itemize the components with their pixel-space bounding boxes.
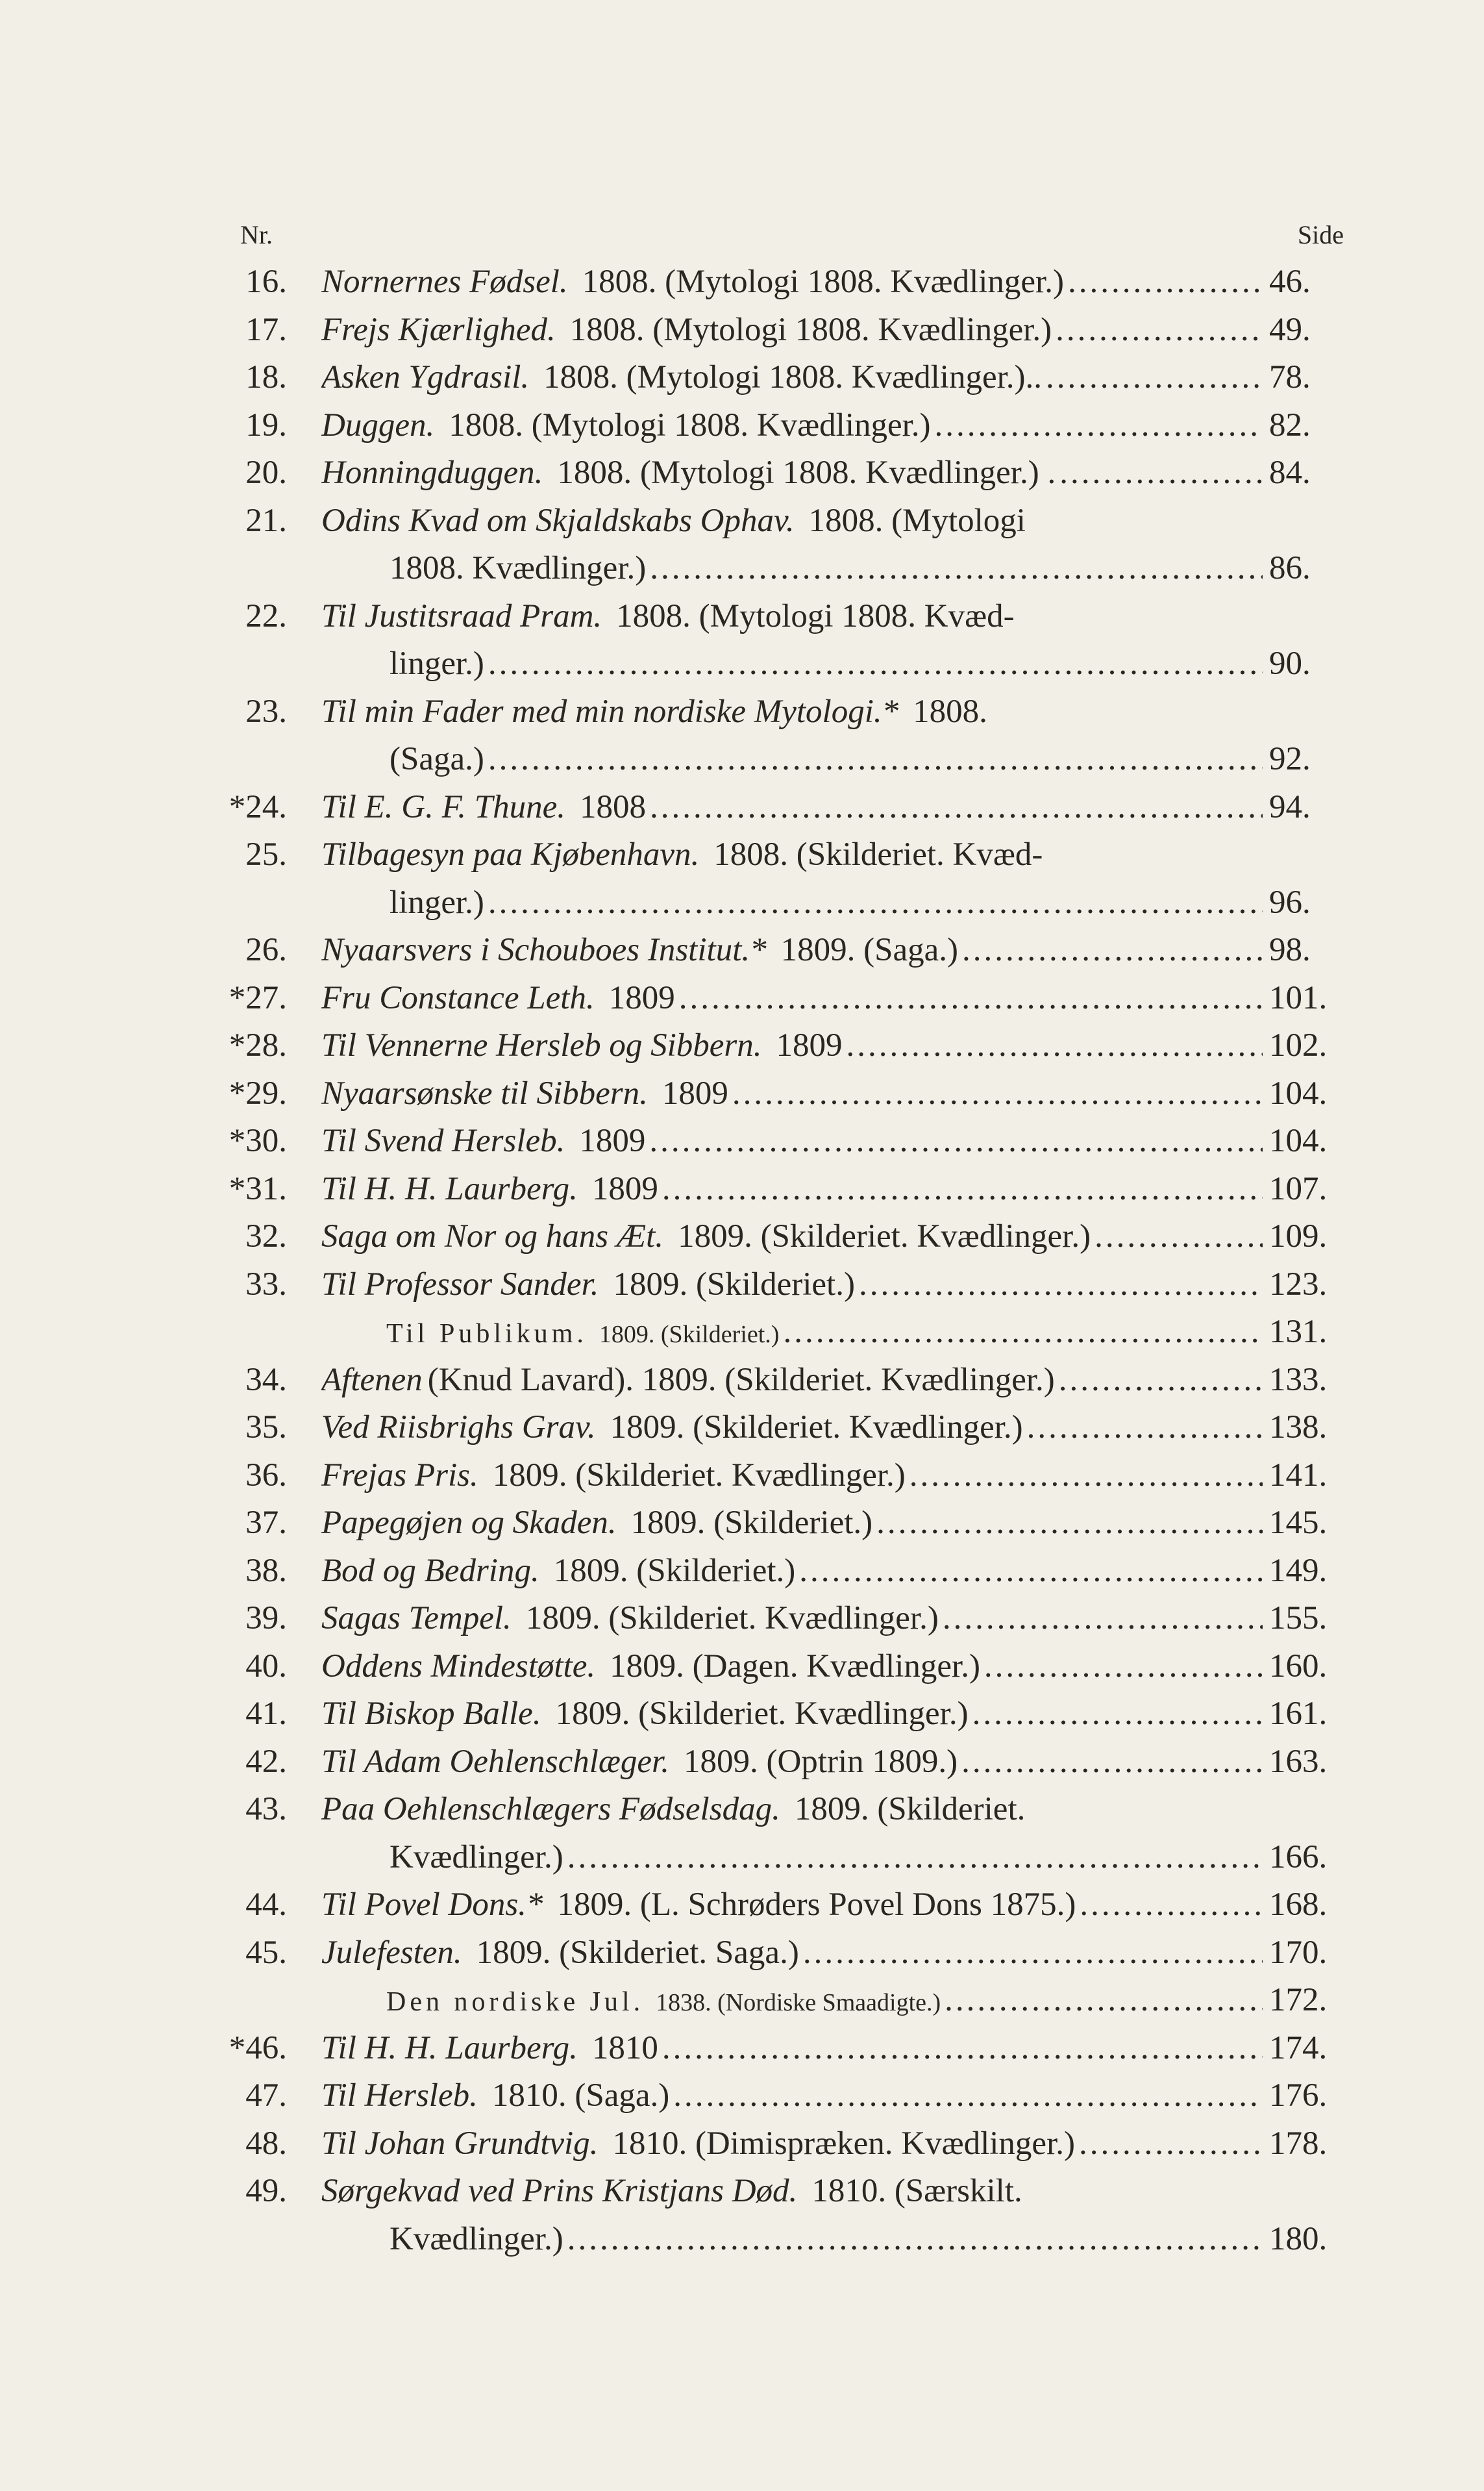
entry-number: 41. <box>245 1696 287 1732</box>
leader-dots <box>484 736 1263 784</box>
entry-text <box>321 784 1263 832</box>
entry-text <box>321 2025 1263 2073</box>
entry-text <box>321 497 1263 545</box>
entry-number: *27. <box>229 979 287 1016</box>
entry-number: 16. <box>245 264 287 300</box>
toc-entry <box>0 1166 1484 1214</box>
toc-entry <box>0 1929 1484 1977</box>
leader-dots <box>1076 1881 1263 1929</box>
entry-info: 1809. (Skilderiet.) <box>613 1266 855 1303</box>
leader-dots <box>958 927 1263 975</box>
page-number: 170. <box>1269 1934 1328 1971</box>
nr-label: Nr. <box>240 220 273 249</box>
toc-entry <box>0 1357 1484 1405</box>
entry-number: *29. <box>229 1075 287 1112</box>
entry-text <box>321 1022 1263 1070</box>
entry-title: Oddens Mindestøtte. <box>321 1647 596 1684</box>
page-number: 141. <box>1269 1457 1328 1494</box>
entry-number: 43. <box>245 1791 287 1827</box>
entry-info: 1809. (Skilderiet.) <box>630 1505 873 1541</box>
entry-text <box>321 2120 1263 2168</box>
toc-entry <box>0 2120 1484 2168</box>
entry-info: 1808 <box>579 788 646 825</box>
entry-text <box>321 1547 1263 1596</box>
entry-info: 1809. (Skilderiet. <box>794 1791 1026 1827</box>
entry-info: 1809. (Dagen. Kvædlinger.) <box>610 1647 980 1684</box>
entry-title: Frejs Kjærlighed. <box>321 311 556 348</box>
entry-text <box>386 1977 1263 2027</box>
entry-info: 1809. (Saga.) <box>780 932 958 968</box>
entry-title: Sagas Tempel. <box>321 1600 512 1636</box>
entry-info: 1808. (Mytologi 1808. Kvædlinger.) . <box>557 455 1056 491</box>
entry-info: 1808. (Mytologi 1808. Kvædlinger.) <box>582 264 1064 300</box>
page-number: 149. <box>1269 1552 1328 1589</box>
entry-title: Tilbagesyn paa Kjøbenhavn. <box>321 836 700 873</box>
entry-text <box>321 1452 1263 1500</box>
entry-info: 1809 <box>776 1027 843 1064</box>
leader-dots <box>675 975 1263 1023</box>
entry-title: Duggen. <box>321 407 435 444</box>
toc-continuation-line <box>0 1834 1484 1882</box>
toc-entry <box>0 1213 1484 1261</box>
toc-entry <box>0 497 1484 545</box>
entry-title: Til Professor Sander. <box>321 1266 599 1303</box>
entry-text <box>321 1738 1263 1786</box>
entry-text <box>321 1643 1263 1691</box>
toc-entry <box>0 975 1484 1023</box>
leader-dots <box>563 2216 1263 2264</box>
entry-info: 1810 <box>591 2029 658 2066</box>
entry-title: Odins Kvad om Skjaldskabs Ophav. <box>321 502 795 539</box>
entry-text <box>321 1118 1263 1166</box>
entry-title: Til Publikum. <box>386 1319 587 1349</box>
entry-number: 38. <box>245 1552 287 1589</box>
entry-title: Nornernes Fødsel. <box>321 264 568 300</box>
page-number: 145. <box>1269 1505 1328 1541</box>
entry-text <box>390 2216 1263 2264</box>
page-number: 82. <box>1269 407 1311 444</box>
entry-title: Julefesten. <box>321 1934 462 1971</box>
entry-title: Bod og Bedring. <box>321 1552 539 1589</box>
toc-continuation-line <box>0 2216 1484 2264</box>
leader-dots <box>645 1118 1263 1166</box>
toc-continuation-line <box>0 736 1484 784</box>
toc-entry <box>0 1547 1484 1596</box>
entry-text <box>321 1070 1263 1118</box>
entry-title: Til E. G. F. Thune. <box>321 788 565 825</box>
entry-text <box>390 879 1263 927</box>
entry-title: Saga om Nor og hans Æt. <box>321 1218 664 1255</box>
entry-info: 1808. (Mytologi 1808. Kvædlinger.) <box>449 407 931 444</box>
entry-number: 45. <box>245 1934 287 1971</box>
page-number: 92. <box>1269 741 1311 777</box>
page-number: 78. <box>1269 359 1311 395</box>
entry-number: 32. <box>245 1218 287 1255</box>
toc-entry <box>0 2168 1484 2216</box>
entry-info: 1808. (Mytologi 1808. Kvædlinger.) <box>569 311 1052 348</box>
entry-number: *31. <box>229 1170 287 1207</box>
entry-title: Til min Fader med min nordiske Mytologi.* <box>321 693 899 730</box>
entry-title: Nyaarsønske til Sibbern. <box>321 1075 648 1112</box>
page-number: 104. <box>1269 1123 1328 1159</box>
page-number: 84. <box>1269 455 1311 491</box>
entry-number: *30. <box>229 1123 287 1159</box>
entry-info: 1809. (Skilderiet. Kvædlinger.) <box>525 1600 939 1636</box>
page-number: 174. <box>1269 2029 1328 2066</box>
toc-continuation-line <box>0 545 1484 593</box>
entry-title: Til Adam Oehlenschlæger. <box>321 1743 669 1780</box>
entry-text <box>321 927 1263 975</box>
entry-title: Til Vennerne Hersleb og Sibbern. <box>321 1027 762 1064</box>
entry-info: 1838. (Nordiske Smaadigte.) <box>656 1989 941 2016</box>
toc-entry <box>0 1118 1484 1166</box>
leader-dots <box>1052 307 1263 355</box>
toc-continuation-line <box>0 879 1484 927</box>
toc-subentry <box>0 1977 1484 2025</box>
toc-entry <box>0 688 1484 736</box>
entry-info: Kvædlinger.) <box>390 1838 563 1875</box>
leader-dots <box>1056 449 1263 497</box>
toc-entry <box>0 927 1484 975</box>
entry-title: Frejas Pris. <box>321 1457 478 1494</box>
leader-dots <box>931 402 1263 450</box>
leader-dots <box>484 879 1263 927</box>
entry-info: (Saga.) <box>390 741 484 777</box>
entry-text <box>321 593 1263 641</box>
entry-number: 19. <box>245 407 287 444</box>
side-label: Side <box>1297 220 1344 249</box>
entry-info: 1809. (Skilderiet. Kvædlinger.) <box>678 1218 1091 1255</box>
leader-dots <box>906 1452 1263 1500</box>
entry-number: 49. <box>245 2173 287 2209</box>
entry-title: Ved Riisbrighs Grav. <box>321 1409 596 1446</box>
page-number: 109. <box>1269 1218 1328 1255</box>
toc-entry <box>0 1070 1484 1118</box>
entry-text <box>321 354 1263 402</box>
entry-number: 37. <box>245 1505 287 1541</box>
entry-info: 1809. (Skilderiet. Kvædlinger.) <box>610 1409 1023 1446</box>
entry-title: Til Biskop Balle. <box>321 1696 541 1732</box>
entry-info: Kvædlinger.) <box>390 2220 563 2257</box>
entry-info: 1809 <box>591 1170 658 1207</box>
page-number: 138. <box>1269 1409 1328 1446</box>
entry-number: 25. <box>245 836 287 873</box>
page-number: 90. <box>1269 645 1311 682</box>
entry-title: Til Svend Hersleb. <box>321 1123 565 1159</box>
page-number: 163. <box>1269 1743 1328 1780</box>
toc-entry <box>0 831 1484 879</box>
toc-entry <box>0 402 1484 450</box>
leader-dots <box>646 784 1263 832</box>
toc-entry <box>0 2025 1484 2073</box>
entry-number: 26. <box>245 932 287 968</box>
entry-info: (Knud Lavard). 1809. (Skilderiet. Kvædlinger.) <box>427 1361 1055 1398</box>
entry-info: 1809. (Skilderiet. Kvædlinger.) <box>492 1457 906 1494</box>
entry-info: 1808. (Mytologi <box>808 502 1026 539</box>
entry-number: 36. <box>245 1457 287 1494</box>
toc-entry <box>0 1595 1484 1643</box>
entry-text <box>321 449 1263 497</box>
entry-info: 1810. (Dimispræken. Kvædlinger.) <box>612 2125 1075 2162</box>
entry-text <box>321 258 1263 307</box>
entry-info: 1809 <box>608 979 675 1016</box>
entry-number: 17. <box>245 311 287 348</box>
toc-entry <box>0 784 1484 832</box>
page-number: 86. <box>1269 550 1311 586</box>
entry-number: 22. <box>245 597 287 634</box>
entry-number: 33. <box>245 1266 287 1303</box>
toc-entry <box>0 1738 1484 1786</box>
page-number: 104. <box>1269 1075 1328 1112</box>
page-number: 133. <box>1269 1361 1328 1398</box>
entry-info: 1809 <box>662 1075 728 1112</box>
page-number: 123. <box>1269 1266 1328 1303</box>
entry-info: linger.) <box>390 884 484 921</box>
leader-dots <box>728 1070 1263 1118</box>
page-number: 176. <box>1269 2077 1328 2114</box>
table-of-contents <box>0 258 1484 2263</box>
entry-text <box>321 307 1263 355</box>
page-number: 49. <box>1269 311 1311 348</box>
leader-dots <box>799 1929 1263 1977</box>
entry-info: 1810. (Saga.) <box>491 2077 670 2114</box>
entry-text <box>390 640 1263 688</box>
entry-number: *24. <box>229 788 287 825</box>
leader-dots <box>1075 2120 1263 2168</box>
page-number: 178. <box>1269 2125 1328 2162</box>
toc-entry <box>0 1261 1484 1309</box>
entry-info: 1808. <box>913 693 987 730</box>
entry-text <box>321 1261 1263 1309</box>
entry-info: 1808. (Skilderiet. Kvæd- <box>713 836 1043 873</box>
page-number: 160. <box>1269 1647 1328 1684</box>
entry-info: 1809. (Skilderiet. Kvædlinger.) <box>555 1696 969 1732</box>
entry-text <box>321 831 1263 879</box>
entry-info: 1809. (Skilderiet.) <box>553 1552 796 1589</box>
leader-dots <box>939 1595 1263 1643</box>
entry-title: Den nordiske Jul. <box>386 1987 645 2017</box>
entry-text <box>321 1166 1263 1214</box>
leader-dots <box>969 1690 1263 1738</box>
entry-title: Til Justitsraad Pram. <box>321 597 602 634</box>
entry-text <box>390 1834 1263 1882</box>
leader-dots <box>980 1643 1263 1691</box>
leader-dots <box>1091 1213 1263 1261</box>
leader-dots <box>779 1308 1263 1357</box>
entry-text <box>321 1690 1263 1738</box>
toc-entry <box>0 354 1484 402</box>
entry-number: 34. <box>245 1361 287 1398</box>
entry-text <box>321 1595 1263 1643</box>
entry-text <box>390 545 1263 593</box>
entry-text <box>321 1881 1263 1929</box>
entry-info: 1809. (L. Schrøders Povel Dons 1875.) <box>557 1886 1076 1923</box>
entry-info: 1810. (Særskilt. <box>811 2173 1022 2209</box>
page-number: 131. <box>1269 1314 1328 1350</box>
leader-dots <box>658 1166 1263 1214</box>
entry-number: 47. <box>245 2077 287 2114</box>
toc-entry <box>0 1452 1484 1500</box>
entry-number: *28. <box>229 1027 287 1064</box>
entry-number: 35. <box>245 1409 287 1446</box>
entry-title: Papegøjen og Skaden. <box>321 1505 617 1541</box>
entry-info: 1808. (Mytologi 1808. Kvædlinger.).. <box>543 359 1042 395</box>
toc-entry <box>0 1786 1484 1834</box>
entry-title: Nyaarsvers i Schouboes Institut.* <box>321 932 767 968</box>
page-number: 168. <box>1269 1886 1328 1923</box>
toc-entry <box>0 2072 1484 2120</box>
entry-text <box>386 1308 1263 1359</box>
leader-dots <box>669 2072 1263 2120</box>
page-number: 180. <box>1269 2220 1328 2257</box>
entry-text <box>321 1786 1263 1834</box>
leader-dots <box>795 1547 1263 1596</box>
leader-dots <box>1064 258 1263 307</box>
entry-title: Sørgekvad ved Prins Kristjans Død. <box>321 2173 798 2209</box>
entry-text <box>321 1499 1263 1547</box>
toc-entry <box>0 1881 1484 1929</box>
leader-dots <box>484 640 1263 688</box>
entry-number: 18. <box>245 359 287 395</box>
page-number: 102. <box>1269 1027 1328 1064</box>
toc-entry <box>0 449 1484 497</box>
entry-info: 1809. (Skilderiet. Saga.) <box>476 1934 799 1971</box>
entry-number: 39. <box>245 1600 287 1636</box>
entry-text <box>321 2072 1263 2120</box>
entry-text <box>321 402 1263 450</box>
entry-info: 1809 <box>579 1123 646 1159</box>
leader-dots <box>1042 354 1263 402</box>
column-header <box>240 219 1344 258</box>
leader-dots <box>1055 1357 1263 1405</box>
leader-dots <box>646 545 1263 593</box>
entry-info: 1809. (Optrin 1809.) <box>683 1743 958 1780</box>
toc-entry <box>0 593 1484 641</box>
entry-title: Asken Ygdrasil. <box>321 359 530 395</box>
toc-continuation-line <box>0 640 1484 688</box>
toc-entry <box>0 258 1484 307</box>
toc-entry <box>0 1690 1484 1738</box>
entry-number: 48. <box>245 2125 287 2162</box>
toc-subentry <box>0 1308 1484 1357</box>
entry-title: Til H. H. Laurberg. <box>321 1170 578 1207</box>
leader-dots <box>843 1022 1263 1070</box>
entry-number: *46. <box>229 2029 287 2066</box>
toc-entry <box>0 1499 1484 1547</box>
toc-entry <box>0 1643 1484 1691</box>
entry-title: Fru Constance Leth. <box>321 979 595 1016</box>
entry-text <box>321 1213 1263 1261</box>
entry-title: Aftenen <box>321 1361 423 1398</box>
entry-info: linger.) <box>390 645 484 682</box>
entry-number: 44. <box>245 1886 287 1923</box>
page-number: 98. <box>1269 932 1311 968</box>
toc-entry <box>0 1404 1484 1452</box>
entry-title: Honningduggen. <box>321 455 543 491</box>
page-number: 101. <box>1269 979 1328 1016</box>
entry-text <box>390 736 1263 784</box>
entry-text <box>321 975 1263 1023</box>
toc-entry <box>0 307 1484 355</box>
leader-dots <box>658 2025 1263 2073</box>
page-number: 155. <box>1269 1600 1328 1636</box>
entry-number: 20. <box>245 455 287 491</box>
leader-dots <box>958 1738 1263 1786</box>
entry-title: Til Hersleb. <box>321 2077 478 2114</box>
leader-dots <box>855 1261 1263 1309</box>
entry-number: 21. <box>245 502 287 539</box>
entry-info: 1808. (Mytologi 1808. Kvæd- <box>616 597 1015 634</box>
entry-number: 23. <box>245 693 287 730</box>
entry-text <box>321 1357 1263 1405</box>
leader-dots <box>941 1977 1263 2025</box>
page-number: 161. <box>1269 1696 1328 1732</box>
toc-entry <box>0 1022 1484 1070</box>
entry-text <box>321 1404 1263 1452</box>
entry-text <box>321 2168 1263 2216</box>
page-number: 107. <box>1269 1170 1328 1207</box>
entry-info: 1808. Kvædlinger.) <box>390 550 647 586</box>
entry-title: Til H. H. Laurberg. <box>321 2029 578 2066</box>
entry-title: Til Johan Grundtvig. <box>321 2125 599 2162</box>
leader-dots <box>563 1834 1263 1882</box>
page-number: 46. <box>1269 264 1311 300</box>
page-number: 172. <box>1269 1982 1328 2018</box>
entry-text <box>321 1929 1263 1977</box>
page-number: 166. <box>1269 1838 1328 1875</box>
page-number: 96. <box>1269 884 1311 921</box>
leader-dots <box>872 1499 1263 1547</box>
entry-title: Paa Oehlenschlægers Fødselsdag. <box>321 1791 780 1827</box>
entry-number: 40. <box>245 1647 287 1684</box>
page-number: 94. <box>1269 788 1311 825</box>
entry-title: Til Povel Dons.* <box>321 1886 543 1923</box>
entry-info: 1809. (Skilderiet.) <box>599 1321 780 1348</box>
entry-text <box>321 688 1263 736</box>
leader-dots <box>1023 1404 1263 1452</box>
entry-number: 42. <box>245 1743 287 1780</box>
